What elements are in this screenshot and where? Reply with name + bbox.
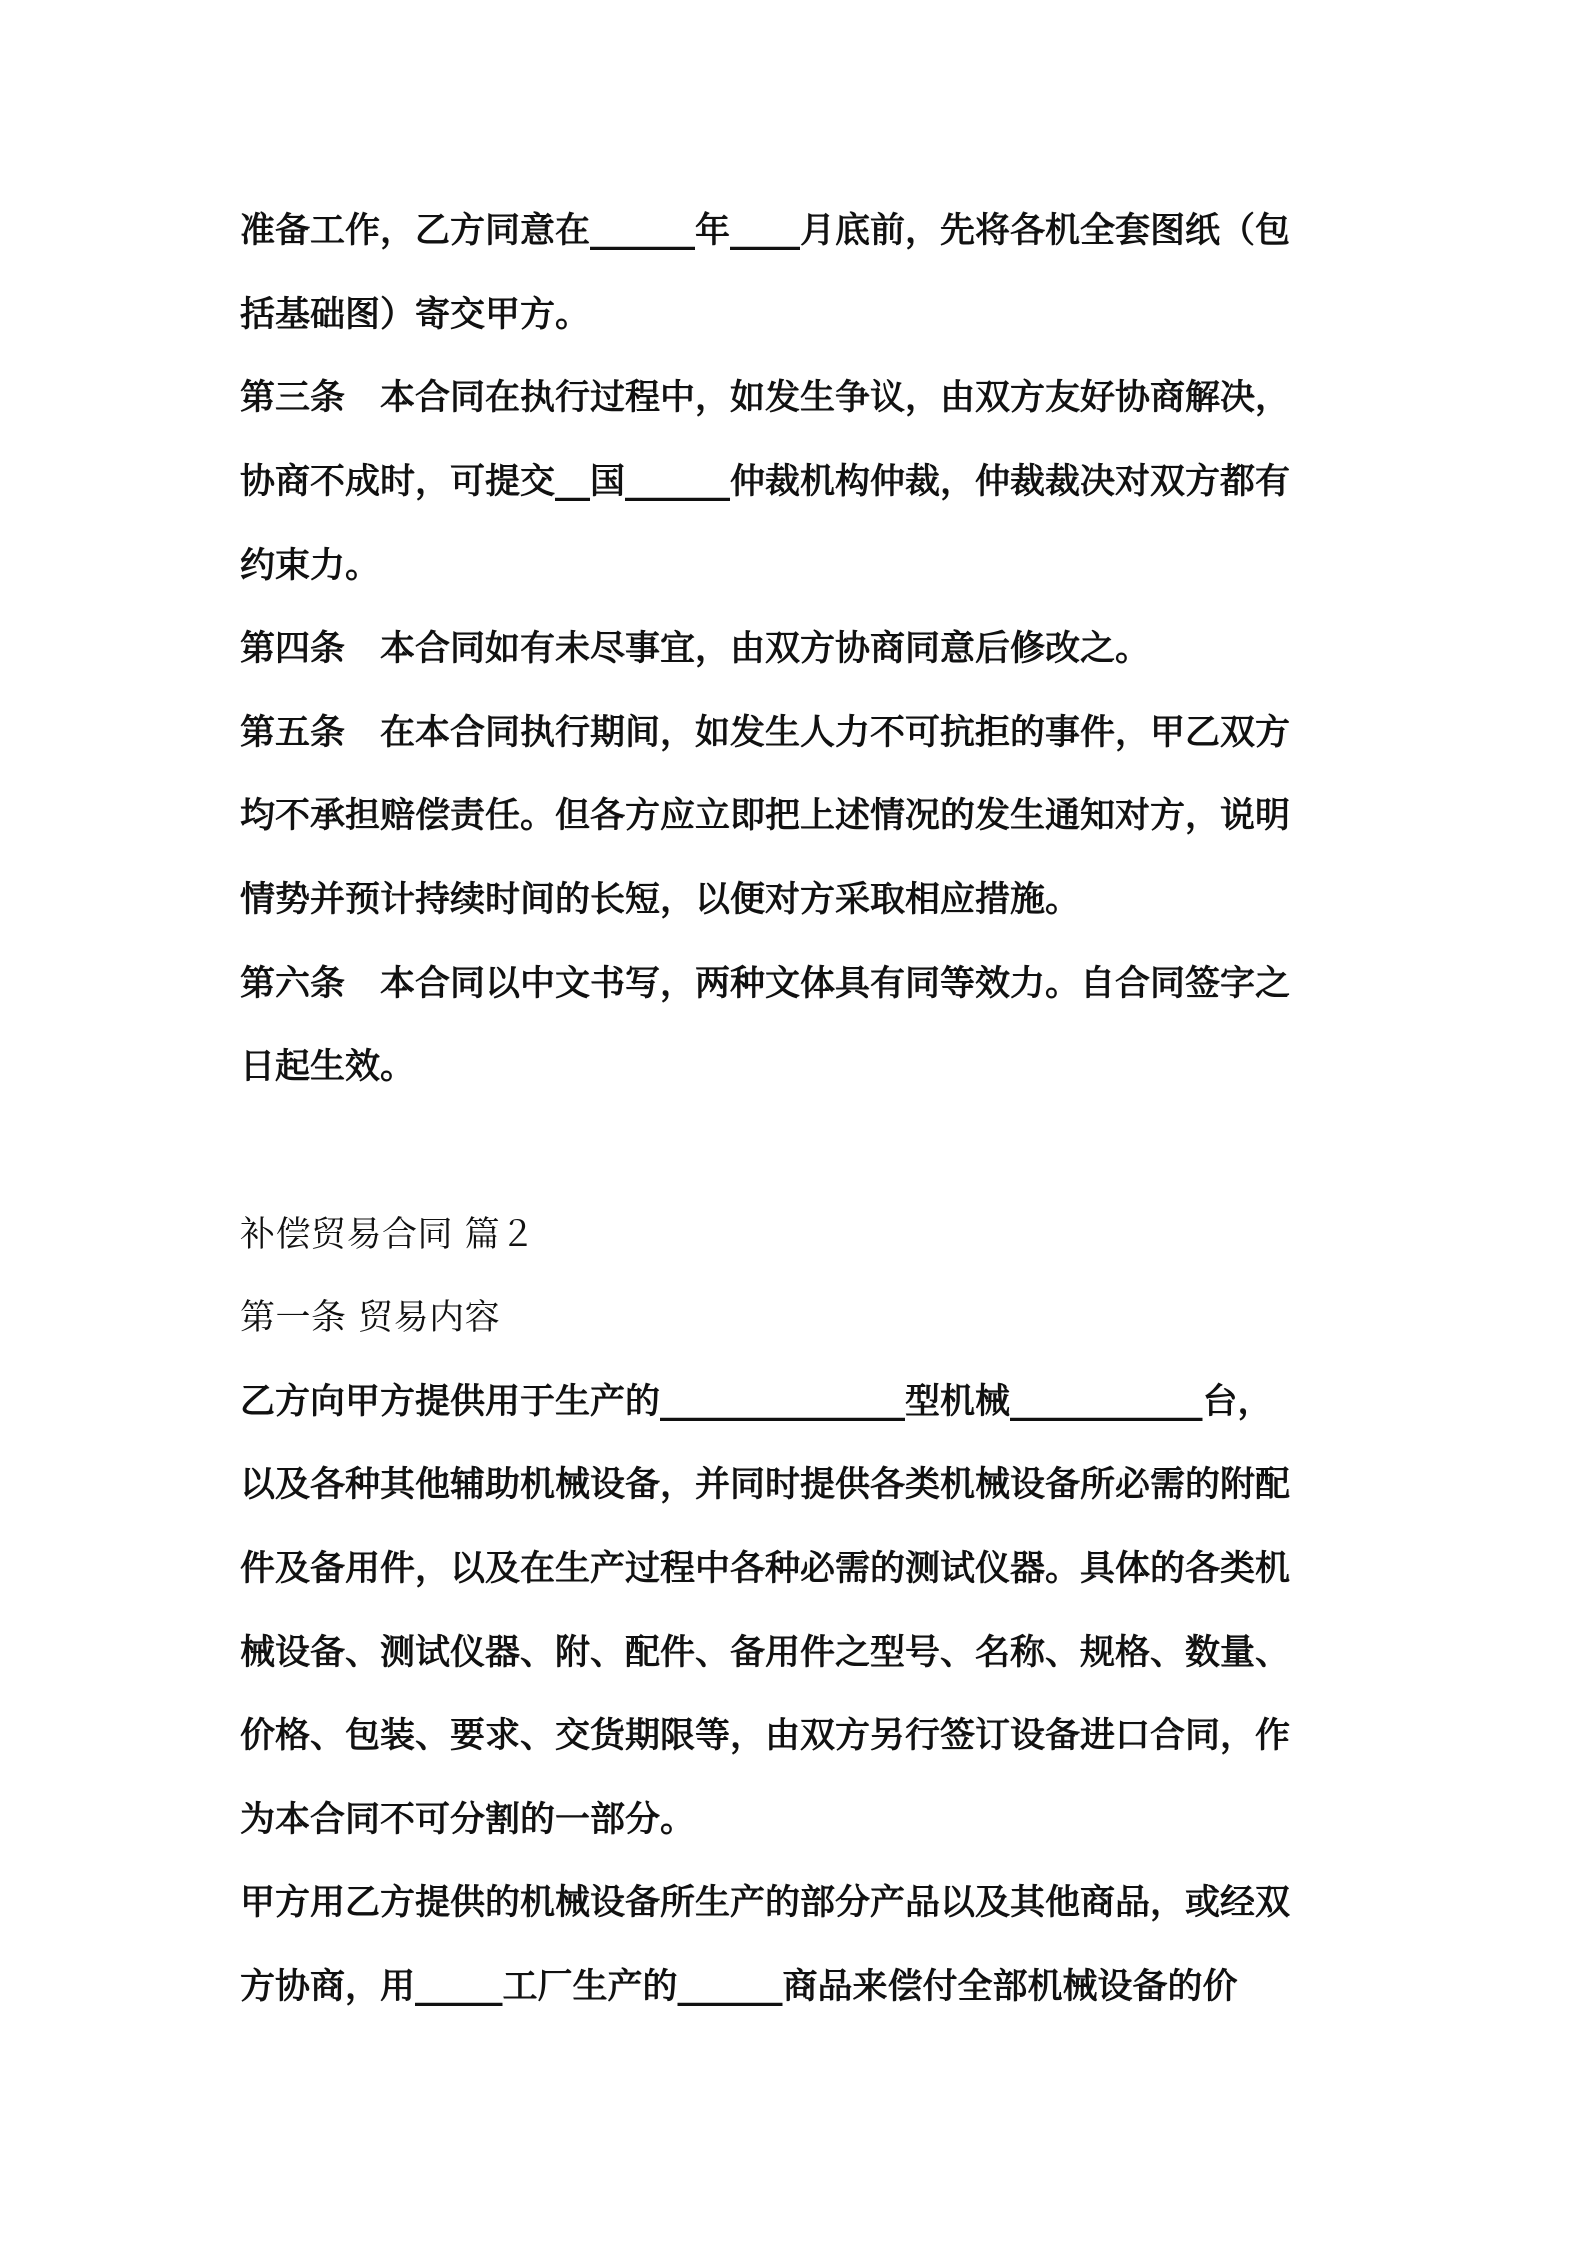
clause-3-heading-line: 第三条 本合同在执行过程中，如发生争议，由双方友好协商解决，: [240, 378, 1291, 418]
text-line: 甲方用乙方提供的机械设备所生产的部分产品以及其他商品，或经双: [240, 1883, 1291, 1923]
text-line: 以及各种其他辅助机械设备，并同时提供各类机械设备所必需的附配: [240, 1465, 1291, 1505]
section-title: 补偿贸易合同 篇２: [240, 1215, 536, 1255]
text-line: 日起生效。: [240, 1047, 416, 1087]
text-line: 情势并预计持续时间的长短，以便对方采取相应措施。: [240, 880, 1081, 920]
text-line: 方协商，用_____工厂生产的______商品来偿付全部机械设备的价: [240, 1967, 1238, 2007]
clause-5-heading-line: 第五条 在本合同执行期间，如发生人力不可抗拒的事件，甲乙双方: [240, 713, 1291, 753]
article-1-title: 第一条 贸易内容: [240, 1298, 501, 1338]
text-line: 均不承担赔偿责任。但各方应立即把上述情况的发生通知对方，说明: [240, 796, 1291, 836]
text-line: 括基础图）寄交甲方。: [240, 295, 591, 335]
text-line: 准备工作，乙方同意在______年____月底前，先将各机全套图纸（包: [240, 211, 1291, 251]
text-line: 械设备、测试仪器、附、配件、备用件之型号、名称、规格、数量、: [240, 1633, 1291, 1673]
text-line: 乙方向甲方提供用于生产的______________型机械___________台，: [240, 1382, 1273, 1422]
text-line: 件及备用件，以及在生产过程中各种必需的测试仪器。具体的各类机: [240, 1549, 1291, 1589]
text-line: 为本合同不可分割的一部分。: [240, 1800, 696, 1840]
text-line: 协商不成时，可提交__国______仲裁机构仲裁，仲裁裁决对双方都有: [240, 462, 1291, 502]
text-line: 价格、包装、要求、交货期限等，由双方另行签订设备进口合同，作: [240, 1716, 1291, 1756]
clause-4-line: 第四条 本合同如有未尽事宜，由双方协商同意后修改之。: [240, 629, 1151, 669]
clause-6-heading-line: 第六条 本合同以中文书写，两种文体具有同等效力。自合同签字之: [240, 964, 1291, 1004]
text-line: 约束力。: [240, 546, 381, 586]
